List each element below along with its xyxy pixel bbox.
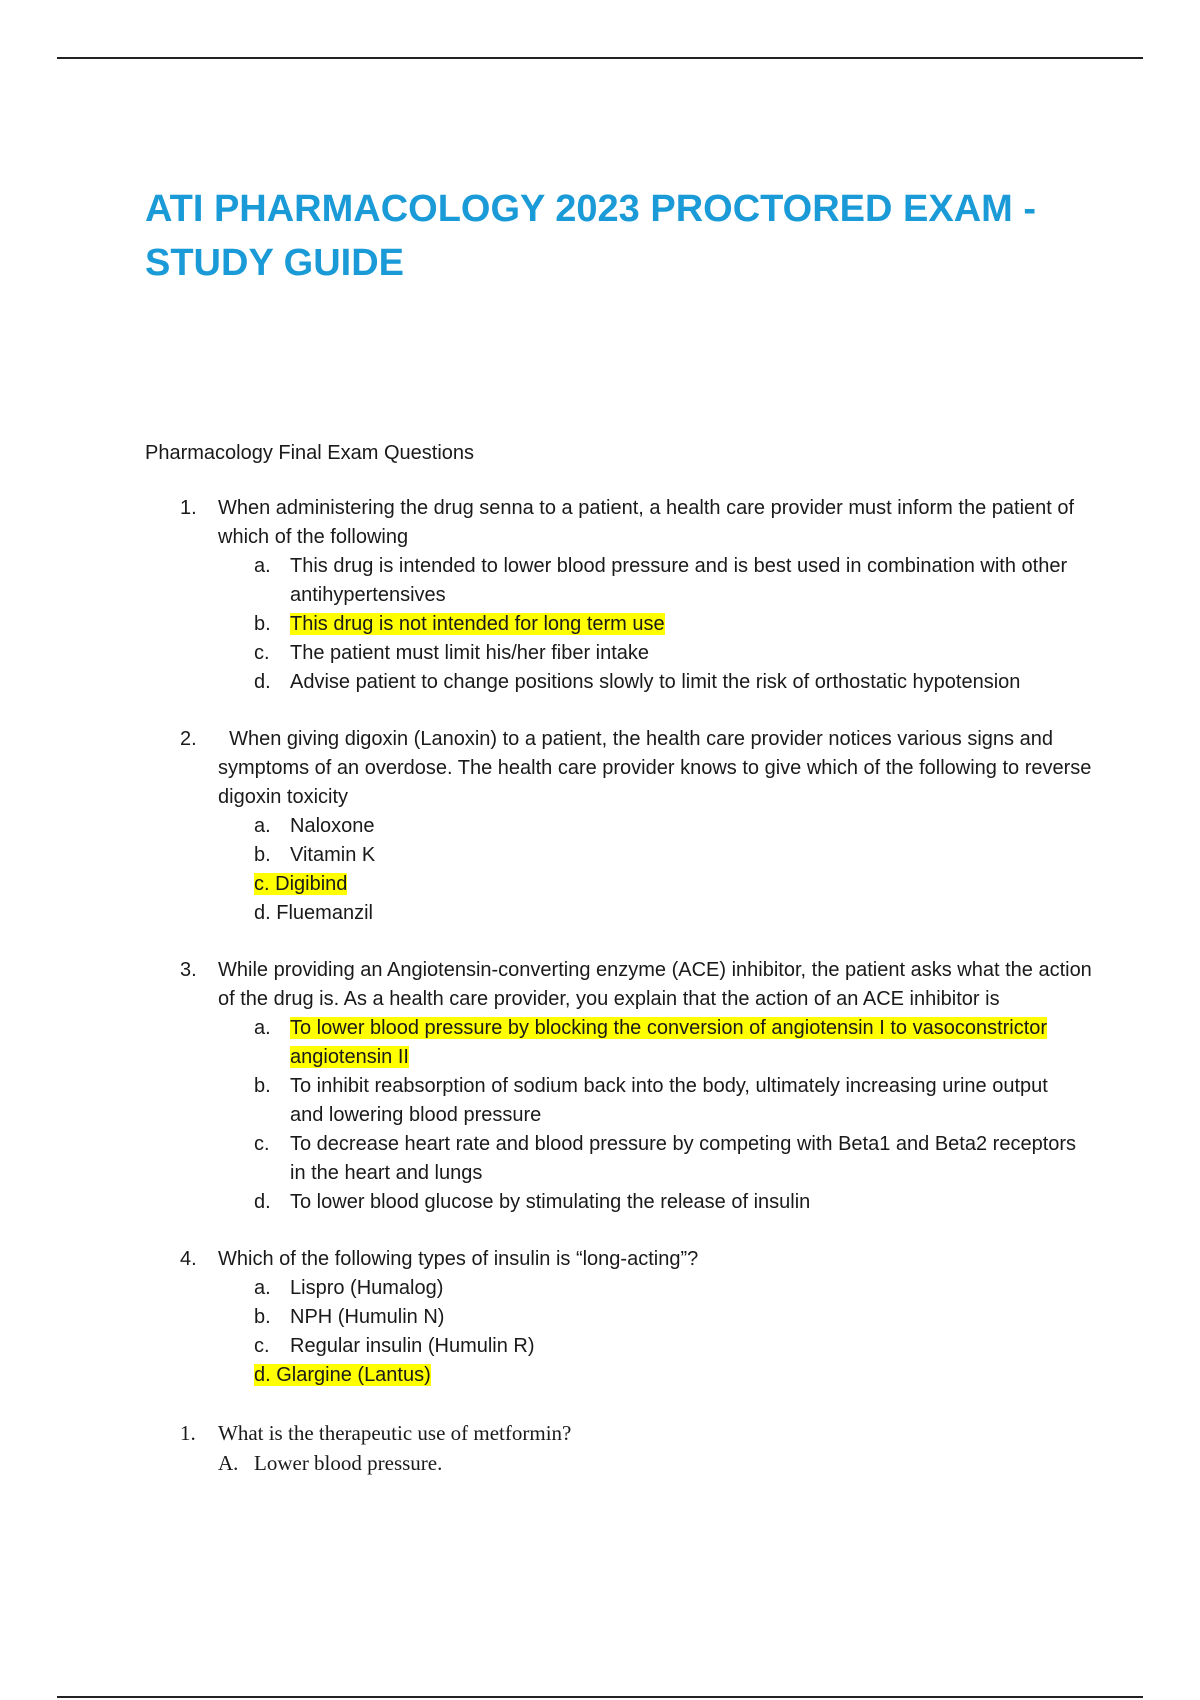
question-4	[0, 1245, 1200, 1390]
option-a	[0, 812, 1200, 841]
option-letter: a.	[254, 555, 271, 577]
question-1	[0, 494, 1200, 697]
option-b	[0, 1303, 1200, 1332]
option-letter: c.	[254, 1133, 270, 1155]
question-number: 2.	[180, 728, 197, 750]
question-metformin	[0, 1418, 1200, 1478]
question-number: 4.	[180, 1248, 197, 1270]
option-text: Fluemanzil	[276, 902, 373, 924]
highlighted-answer: To lower blood pressure by blocking the conversion of angiotensin I to vasoconstrictor angiotensin II	[290, 1017, 1048, 1068]
option-letter: c.	[254, 1335, 270, 1357]
option-text: Lispro (Humalog)	[290, 1277, 444, 1299]
option-letter: A.	[218, 1451, 239, 1475]
option-a	[0, 1274, 1200, 1303]
option-text: This drug is intended to lower blood pressure and is best used in combination with other antihypertensives	[290, 555, 1068, 606]
option-c	[0, 639, 1200, 668]
option-text: Naloxone	[290, 815, 375, 837]
question-text: While providing an Angiotensin-converting enzyme (ACE) inhibitor, the patient asks what the action of the drug is. As a health care provider, you explain that the action of an ACE inhibitor is	[218, 959, 1092, 1010]
option-c	[0, 1332, 1200, 1361]
option-d	[0, 1188, 1200, 1217]
option-letter: b.	[254, 844, 271, 866]
top-rule	[57, 57, 1143, 59]
option-c	[0, 870, 1200, 899]
option-a	[0, 552, 1200, 610]
question-number: 1.	[180, 1421, 196, 1445]
option-letter: d.	[254, 902, 271, 924]
option-letter: a.	[254, 1017, 271, 1039]
option-letter: b.	[254, 1306, 271, 1328]
question-2	[0, 725, 1200, 928]
option-text: NPH (Humulin N)	[290, 1306, 445, 1328]
option-letter: b.	[254, 613, 271, 635]
section-subtitle: Pharmacology Final Exam Questions	[145, 442, 475, 464]
option-d	[0, 668, 1200, 697]
option-letter: a.	[254, 815, 271, 837]
option-letter: d.	[254, 671, 271, 693]
bottom-rule	[57, 1696, 1143, 1698]
option-text: To lower blood glucose by stimulating the release of insulin	[290, 1191, 811, 1213]
question-number: 1.	[180, 497, 197, 519]
option-text: Glargine (Lantus)	[276, 1364, 431, 1386]
option-letter: c.	[254, 642, 270, 664]
option-letter: d.	[254, 1364, 271, 1386]
option-b	[0, 610, 1200, 639]
option-c	[0, 1130, 1200, 1188]
option-text: Lower blood pressure.	[254, 1451, 443, 1475]
option-b	[0, 1072, 1200, 1130]
option-text: To decrease heart rate and blood pressure by competing with Beta1 and Beta2 receptors in the heart and lungs	[290, 1133, 1077, 1184]
highlighted-answer	[254, 1364, 431, 1386]
option-text: To inhibit reabsorption of sodium back into the body, ultimately increasing urine output and lowering blood pressure	[290, 1075, 1048, 1126]
option-letter: a.	[254, 1277, 271, 1299]
option-text: Advise patient to change positions slowly to limit the risk of orthostatic hypotension	[290, 671, 1021, 693]
option-text: Digibind	[275, 873, 348, 895]
document-title: ATI PHARMACOLOGY 2023 PROCTORED EXAM - STUDY GUIDE	[145, 188, 1037, 284]
option-text: The patient must limit his/her fiber intake	[290, 642, 650, 664]
question-3	[0, 956, 1200, 1217]
question-list	[0, 494, 1200, 1506]
option-a	[0, 1014, 1200, 1072]
question-text: When administering the drug senna to a patient, a health care provider must inform the patient of which of the following	[218, 497, 1075, 548]
question-number: 3.	[180, 959, 197, 981]
highlighted-answer	[254, 873, 347, 895]
option-b	[0, 841, 1200, 870]
option-letter: c.	[254, 873, 270, 895]
question-text: Which of the following types of insulin is “long-acting”?	[218, 1248, 699, 1270]
question-text: When giving digoxin (Lanoxin) to a patient, the health care provider notices various signs and symptoms of an overdose. The health care provider knows to give which of the following to reverse digoxin toxicity	[218, 728, 1097, 808]
question-text: What is the therapeutic use of metformin?	[218, 1421, 572, 1445]
option-d	[0, 1361, 1200, 1390]
option-text: Vitamin K	[290, 844, 376, 866]
highlighted-answer: This drug is not intended for long term use	[290, 613, 665, 635]
option-letter: d.	[254, 1191, 271, 1213]
option-d	[0, 899, 1200, 928]
option-text: Regular insulin (Humulin R)	[290, 1335, 535, 1357]
option-a	[0, 1448, 1200, 1478]
option-letter: b.	[254, 1075, 271, 1097]
